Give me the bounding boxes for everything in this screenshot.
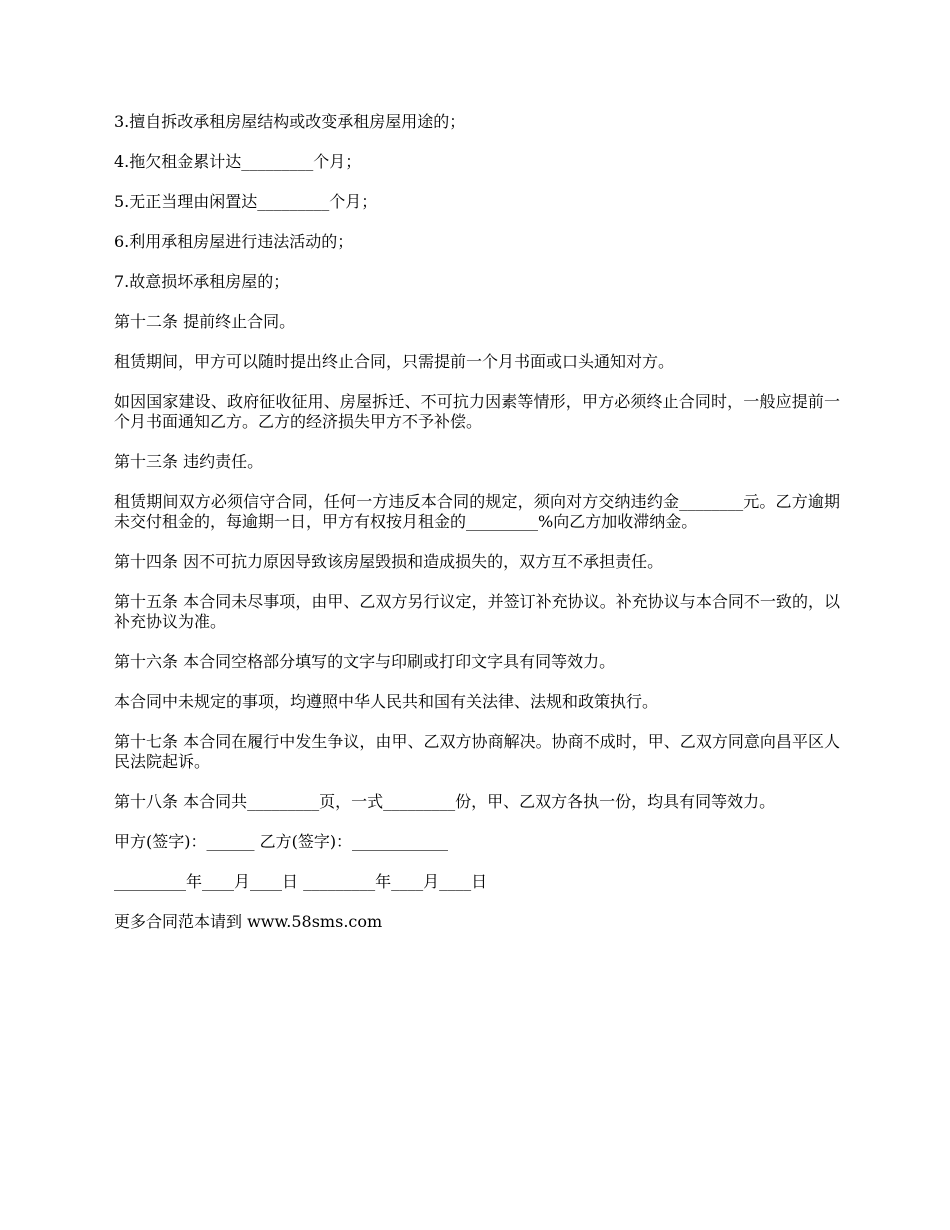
article-12-text-1: 租赁期间，甲方可以随时提出终止合同，只需提前一个月书面或口头通知对方。 — [114, 352, 675, 371]
article-17-text: 第十七条 本合同在履行中发生争议，由甲、乙双方协商解决。协商不成时，甲、乙双方同意向昌平区人民法院起诉。 — [114, 732, 840, 771]
clause-item-4: 4.拖欠租金累计达_________个月； — [114, 152, 362, 171]
footer-note: 更多合同范本请到 www.58sms.com — [114, 912, 383, 931]
article-12-heading: 第十二条 提前终止合同。 — [114, 312, 296, 331]
article-12-text-2: 如因国家建设、政府征收征用、房屋拆迁、不可抗力因素等情形，甲方必须终止合同时，一般应提前一个月书面通知乙方。乙方的经济损失甲方不予补偿。 — [114, 392, 840, 431]
article-16-text: 第十六条 本合同空格部分填写的文字与印刷或打印文字具有同等效力。 — [114, 652, 616, 671]
article-15-text: 第十五条 本合同未尽事项，由甲、乙双方另行议定，并签订补充协议。补充协议与本合同不一致的，以补充协议为准。 — [114, 592, 840, 631]
unregulated-matters-text: 本合同中未规定的事项，均遵照中华人民共和国有关法律、法规和政策执行。 — [114, 692, 659, 711]
clause-item-3: 3.擅自拆改承租房屋结构或改变承租房屋用途的； — [114, 112, 466, 131]
document-body — [114, 112, 840, 952]
article-13-heading: 第十三条 违约责任。 — [114, 452, 264, 471]
clause-item-7: 7.故意损坏承租房屋的； — [114, 272, 290, 291]
clause-item-6: 6.利用承租房屋进行违法活动的； — [114, 232, 354, 251]
article-18-text: 第十八条 本合同共_________页，一式_________份，甲、乙双方各执一份，均具有同等效力。 — [114, 792, 776, 811]
date-line: _________年____月____日 _________年____月____日 — [114, 872, 488, 891]
article-13-text: 租赁期间双方必须信守合同，任何一方违反本合同的规定，须向对方交纳违约金________元。乙方逾期未交付租金的，每逾期一日，甲方有权按月租金的_________%向乙方加收滞纳金。 — [114, 492, 840, 531]
clause-item-5: 5.无正当理由闲置达_________个月； — [114, 192, 378, 211]
article-14-text: 第十四条 因不可抗力原因导致该房屋毁损和造成损失的，双方互不承担责任。 — [114, 552, 664, 571]
signature-line: 甲方(签字)：______ 乙方(签字)：____________ — [114, 832, 449, 851]
